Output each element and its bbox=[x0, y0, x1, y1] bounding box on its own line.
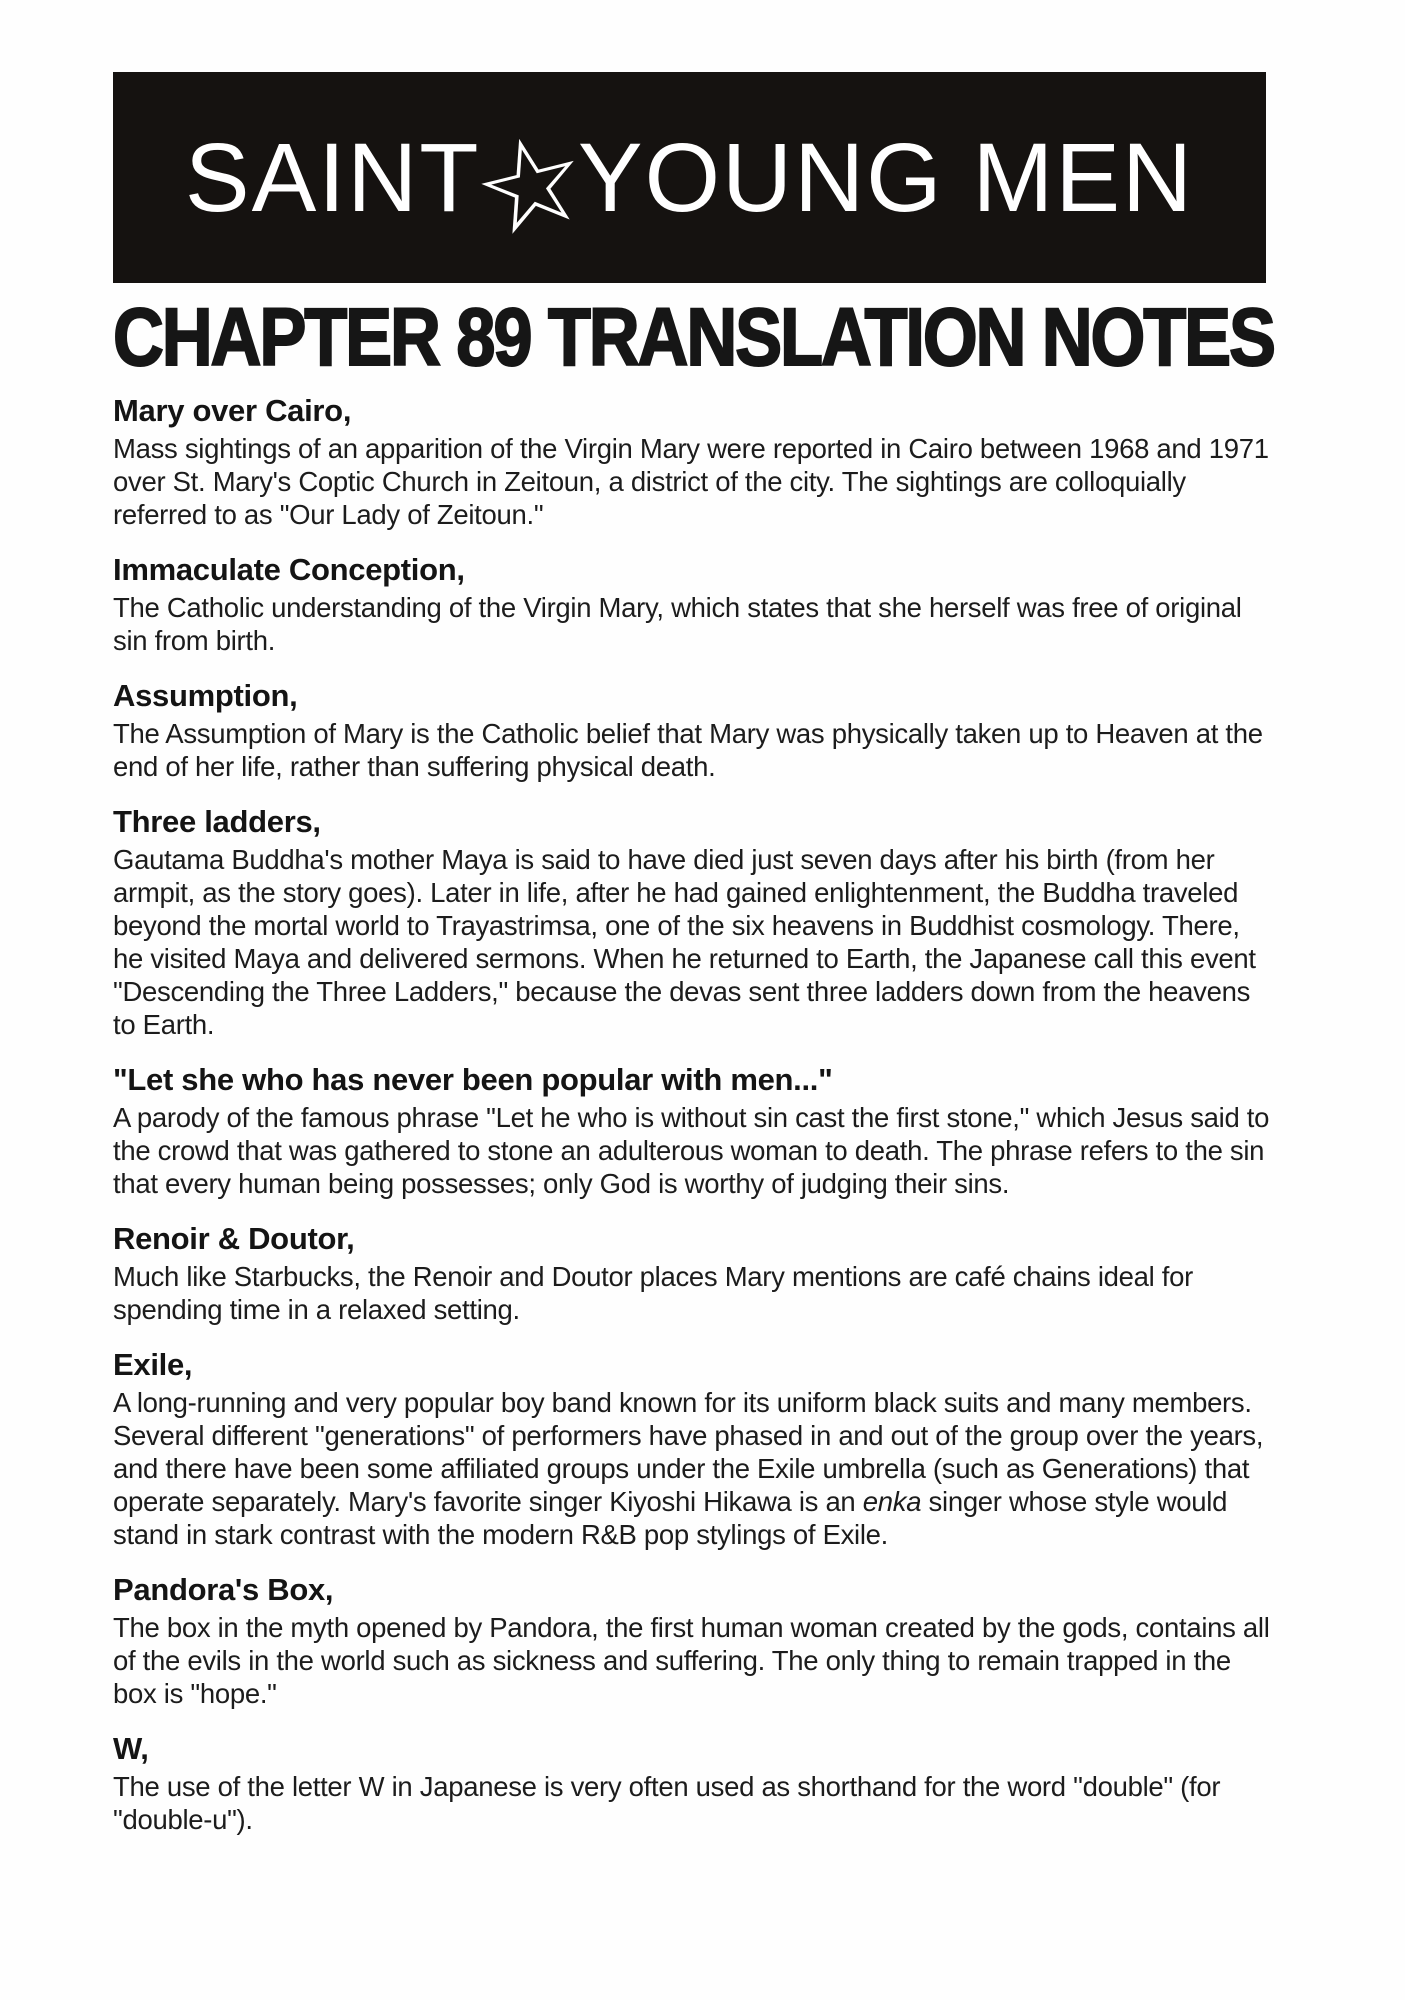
star-icon: ☆ bbox=[459, 104, 603, 266]
section-let-she-quote bbox=[113, 1063, 1271, 1200]
section-body: The use of the letter W in Japanese is very often used as shorthand for the word "double" (for "double-u"). bbox=[113, 1771, 1221, 1835]
section-assumption bbox=[113, 679, 1271, 783]
section-pandoras-box bbox=[113, 1573, 1271, 1710]
section-body: Mass sightings of an apparition of the Virgin Mary were reported in Cairo between 1968 and 1971 over St. Mary's Coptic Church in Zeitoun, a district of the city. The sightings are colloquially referred to as "Our Lady of Zeitoun." bbox=[113, 433, 1269, 530]
notes-content bbox=[113, 292, 1274, 1836]
section-body: The Catholic understanding of the Virgin Mary, which states that she herself was free of original sin from birth. bbox=[113, 592, 1242, 656]
section-body: Much like Starbucks, the Renoir and Doutor places Mary mentions are café chains ideal for spending time in a relaxed setting. bbox=[113, 1261, 1193, 1325]
section-body: A parody of the famous phrase "Let he who is without sin cast the first stone," which Jesus said to the crowd that was gathered to stone an adulterous woman to death. The phrase refers to the sin that every human being possesses; only God is worthy of judging their sins. bbox=[113, 1102, 1270, 1199]
series-logo-banner bbox=[113, 72, 1266, 283]
logo-text-right: YOUNG MEN bbox=[577, 123, 1195, 232]
section-body: The Assumption of Mary is the Catholic belief that Mary was physically taken up to Heaven at the end of her life, rather than suffering physical death. bbox=[113, 718, 1263, 782]
section-three-ladders bbox=[113, 805, 1271, 1041]
section-body: The box in the myth opened by Pandora, the first human woman created by the gods, contains all of the evils in the world such as sickness and suffering. The only thing to remain trapped in the box is "hope." bbox=[113, 1612, 1270, 1709]
page-title: CHAPTER 89 TRANSLATION NOTES bbox=[113, 292, 1274, 383]
body-text: singer whose style would stand in stark contrast with the modern R&B pop stylings of Exile. bbox=[113, 1486, 1228, 1550]
section-heading: Immaculate Conception, bbox=[113, 552, 465, 587]
section-renoir-doutor bbox=[113, 1222, 1271, 1326]
section-w bbox=[113, 1732, 1271, 1836]
series-logo bbox=[184, 104, 1195, 266]
body-text-italic: enka bbox=[862, 1486, 922, 1517]
section-heading: Pandora's Box, bbox=[113, 1572, 334, 1607]
section-heading: Renoir & Doutor, bbox=[113, 1221, 355, 1256]
section-exile bbox=[113, 1348, 1271, 1551]
section-heading: Assumption, bbox=[113, 678, 298, 713]
section-immaculate-conception bbox=[113, 553, 1271, 657]
section-heading: "Let she who has never been popular with men..." bbox=[113, 1062, 833, 1097]
logo-text-left: SAINT bbox=[184, 123, 481, 232]
section-body: Gautama Buddha's mother Maya is said to have died just seven days after his birth (from her armpit, as the story goes). Later in life, after he had gained enlightenment, the Buddha traveled beyond the mortal world to Trayastrimsa, one of the six heavens in Buddhist cosmology. There, he visited Maya and delivered sermons. When he returned to Earth, the Japanese call this event "Descending the Three Ladders," because the devas sent three ladders down from the heavens to Earth. bbox=[113, 844, 1256, 1040]
body-text: A long-running and very popular boy band known for its uniform black suits and many members. Several different "generations" of performers have phased in and out of the group over the years, and there have been some affiliated groups under the Exile umbrella (such as Generations) that operate separately. Mary's favorite singer Kiyoshi Hikawa is an bbox=[113, 1387, 1264, 1517]
section-body bbox=[113, 1386, 1271, 1551]
section-mary-over-cairo bbox=[113, 394, 1271, 531]
section-heading: Mary over Cairo, bbox=[113, 393, 352, 428]
section-heading: Three ladders, bbox=[113, 804, 321, 839]
section-heading: W, bbox=[113, 1731, 149, 1766]
section-heading: Exile, bbox=[113, 1347, 193, 1382]
